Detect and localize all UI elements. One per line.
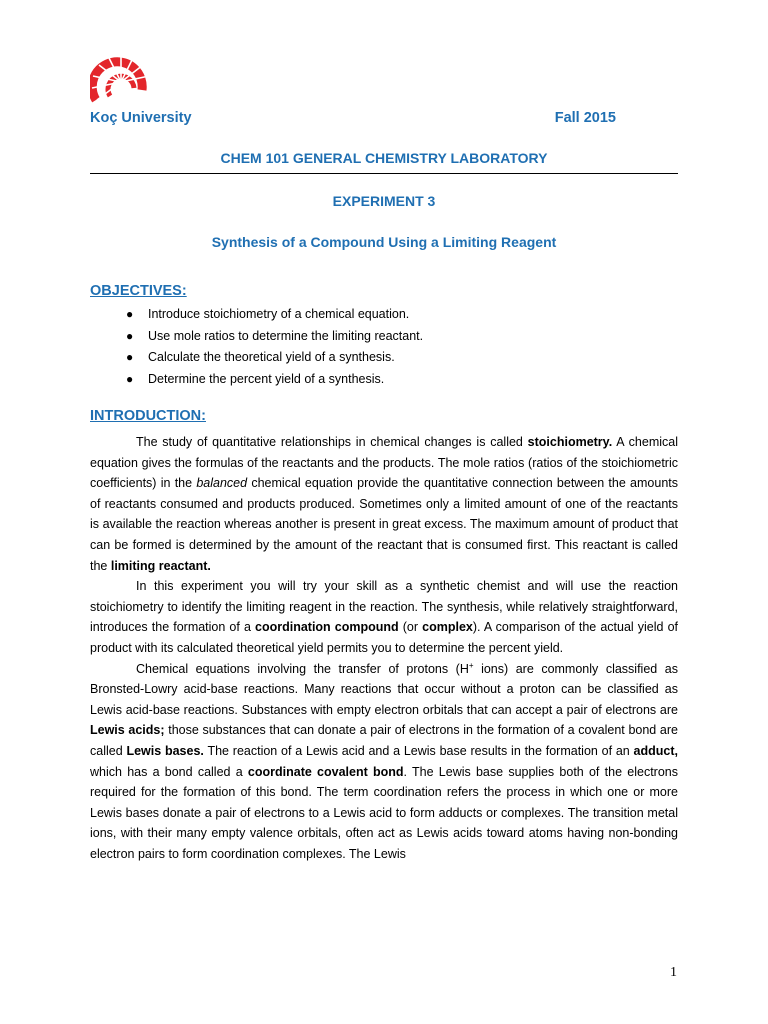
- university-name: Koç University: [90, 110, 192, 126]
- objective-item: [90, 369, 423, 391]
- objective-text: Calculate the theoretical yield of a synthesis.: [148, 350, 395, 364]
- paragraph-1: The study of quantitative relationships in chemical changes is called stoichiometry. A chemical equation gives the formulas of the reactants and the products. The mole ratios (ratios of the stoichiometric coefficients) in the balanced chemical equation provide the quantitative connection between the amounts of reactants consumed and products produced. Sometimes only a limited amount of one of the reactants is available the reaction whereas another is present in great excess. The maximum amount of product that can be formed is determined by the amount of the reactant that is consumed first. This reactant is called the limiting reactant.: [90, 435, 679, 573]
- objectives-list: [90, 304, 423, 390]
- objective-item: [90, 304, 423, 326]
- bullet-icon: ●: [126, 371, 134, 386]
- experiment-number: EXPERIMENT 3: [332, 193, 436, 209]
- university-logo-icon: [90, 56, 152, 108]
- objective-item: [90, 326, 423, 348]
- objective-text: Use mole ratios to determine the limiting reactant.: [148, 328, 424, 343]
- header-row: [90, 110, 616, 130]
- paragraph-3: Chemical equations involving the transfer of protons (H+ ions) are commonly classified as Bronsted-Lowry acid-base reactions. Many reactions that occur without a proton can be classified as Lewis acid-base reactions. Substances with empty electron orbitals that can accept a pair of electrons are Lewis acids; those substances that can donate a pair of electrons in the formation of a covalent bond are called Lewis bases. The reaction of a Lewis acid and a Lewis base results in the formation of an adduct, which has a bond called a coordinate covalent bond. The Lewis base supplies both of the electrons required for the formation of this bond. The term coordination refers the process in which one or more Lewis bases donate a pair of electrons to a Lewis acid to form adducts or complexes. The transition metal ions, with their many empty valence orbitals, often act as Lewis acids toward atoms having non-bonding electron pairs to form coordination complexes. The Lewis: [90, 660, 679, 861]
- objective-item: [90, 347, 423, 369]
- divider: [90, 173, 678, 174]
- page-number: 1: [670, 965, 677, 980]
- course-title: CHEM 101 GENERAL CHEMISTRY LABORATORY: [220, 150, 548, 166]
- objective-text: Introduce stoichiometry of a chemical equation.: [148, 307, 410, 321]
- experiment-title: Synthesis of a Compound Using a Limiting Reagent: [211, 234, 557, 250]
- term: Fall 2015: [554, 110, 616, 126]
- objectives-heading: OBJECTIVES:: [90, 283, 187, 299]
- bullet-icon: ●: [126, 328, 134, 343]
- introduction-heading: INTRODUCTION:: [90, 408, 206, 424]
- introduction-body: [90, 432, 678, 864]
- paragraph-2: In this experiment you will try your skill as a synthetic chemist and will use the reaction stoichiometry to identify the limiting reagent in the reaction. The synthesis, while relatively straightforward, introduces the formation of a coordination compound (or complex). A comparison of the actual yield of product with its calculated theoretical yield permits you to determine the percent yield.: [90, 579, 678, 655]
- bullet-icon: ●: [126, 307, 134, 321]
- objective-text: Determine the percent yield of a synthesis.: [148, 371, 385, 386]
- bullet-icon: ●: [126, 350, 134, 364]
